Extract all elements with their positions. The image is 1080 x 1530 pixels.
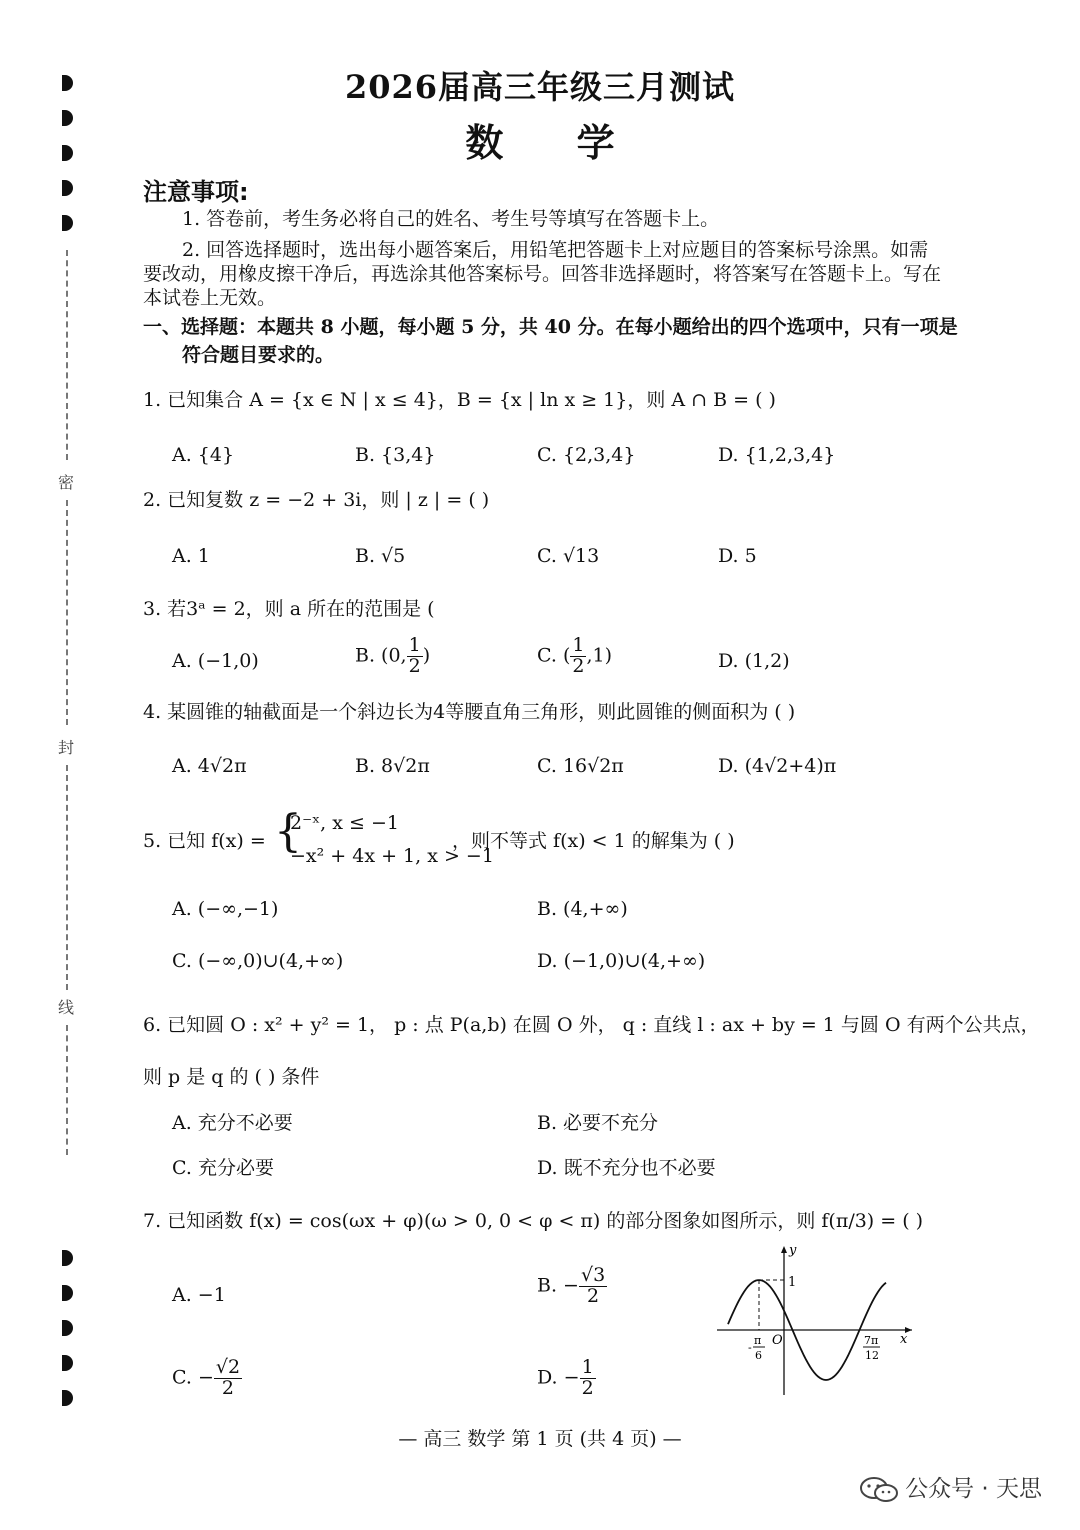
q5-option-a: A. (−∞,−1) xyxy=(172,898,279,920)
q7-option-c: C. − $\frac{√2}{2}$ xyxy=(172,1356,241,1399)
binding-hole xyxy=(62,215,73,231)
binding-hole xyxy=(62,1320,73,1336)
q7-option-d: D. − $\frac{1}{2}$ xyxy=(537,1356,594,1399)
q2-option-a: A. 1 xyxy=(172,545,210,567)
seven-pi-denominator: 12 xyxy=(865,1349,879,1362)
question-3-stem: 3. 若3ᵃ = 2，则 a 所在的范围是 ( xyxy=(143,598,435,620)
q4-option-b: B. 8√2π xyxy=(355,755,430,777)
notice-heading: 注意事项: xyxy=(143,178,249,206)
neg-pi-numerator: π xyxy=(754,1334,762,1347)
neg-pi-denominator: 6 xyxy=(755,1349,762,1362)
margin-char-feng: 封 xyxy=(58,738,75,757)
subject-title: 数 学 xyxy=(465,120,645,165)
q6-option-a: A. 充分不必要 xyxy=(172,1112,293,1134)
q5-option-c: C. (−∞,0)∪(4,+∞) xyxy=(172,950,344,972)
wechat-icon xyxy=(859,1477,899,1503)
q3-option-c: C. ( $\frac{1}{2}$ ,1) xyxy=(537,634,612,677)
q3-option-b: B. (0, $\frac{1}{2}$ ) xyxy=(355,634,431,677)
max-value-label: 1 xyxy=(788,1275,797,1290)
piecewise-brace: { xyxy=(274,806,302,857)
q5-case-2: −x² + 4x + 1, x > −1 xyxy=(290,845,494,867)
watermark-text: 公众号 · 天思 xyxy=(905,1476,1042,1502)
q2-option-c: C. √13 xyxy=(537,545,600,567)
y-axis-label: y xyxy=(789,1243,797,1258)
section-heading-line1: 一、选择题：本题共 8 小题，每小题 5 分，共 40 分。在每小题给出的四个选项中，只有一项是 xyxy=(143,316,958,338)
fraction: $\frac{1}{2}$ xyxy=(581,1356,594,1399)
origin-label: O xyxy=(772,1333,783,1348)
q5-case-1: 2⁻ˣ, x ≤ −1 xyxy=(290,812,399,834)
binding-hole xyxy=(62,1390,73,1406)
binding-hole xyxy=(62,1355,73,1371)
binding-hole xyxy=(62,1250,73,1266)
seal-line xyxy=(66,500,68,725)
notice-item-2-line1: 2. 回答选择题时，选出每小题答案后，用铅笔把答题卡上对应题目的答案标号涂黑。如需 xyxy=(182,239,929,261)
question-4-stem: 4. 某圆锥的轴截面是一个斜边长为4等腰直角三角形，则此圆锥的侧面积为 ( ) xyxy=(143,701,796,723)
q4-option-c: C. 16√2π xyxy=(537,755,624,777)
fraction: $\frac{1}{2}$ xyxy=(572,634,585,677)
q4-option-d: D. (4√2+4)π xyxy=(718,755,837,777)
q6-option-c: C. 充分必要 xyxy=(172,1157,274,1179)
seal-line xyxy=(66,250,68,460)
question-6-line2: 则 p 是 q 的 ( ) 条件 xyxy=(143,1066,320,1088)
q1-option-c: C. {2,3,4} xyxy=(537,444,636,466)
seal-line xyxy=(66,1025,68,1155)
q2-option-b: B. √5 xyxy=(355,545,406,567)
margin-char-mi: 密 xyxy=(58,473,75,492)
notice-item-1: 1. 答卷前，考生务必将自己的姓名、考生号等填写在答题卡上。 xyxy=(182,208,720,230)
margin-char-xian: 线 xyxy=(58,998,75,1017)
q1-option-b: B. {3,4} xyxy=(355,444,436,466)
q4-option-a: A. 4√2π xyxy=(172,755,247,777)
q3-option-a: A. (−1,0) xyxy=(172,650,259,672)
q5-option-b: B. (4,+∞) xyxy=(537,898,628,920)
minus-sign: - xyxy=(748,1341,752,1354)
question-2-stem: 2. 已知复数 z = −2 + 3i，则 | z | = ( ) xyxy=(143,489,490,511)
y-axis-arrow xyxy=(781,1246,787,1253)
q5-stem-prefix: 5. 已知 f(x) = xyxy=(143,830,266,852)
q1-option-d: D. {1,2,3,4} xyxy=(718,444,836,466)
q7-option-a: A. −1 xyxy=(172,1284,226,1306)
notice-item-2-line2: 要改动，用橡皮擦干净后，再选涂其他答案标号。回答非选择题时，将答案写在答题卡上。写在 xyxy=(143,263,942,285)
section-heading-line2: 符合题目要求的。 xyxy=(182,344,335,366)
exam-title: 2026届高三年级三月测试 xyxy=(344,68,736,106)
q1-option-a: A. {4} xyxy=(172,444,235,466)
q5-option-d: D. (−1,0)∪(4,+∞) xyxy=(537,950,706,972)
question-1-stem: 1. 已知集合 A = {x ∈ N | x ≤ 4}，B = {x | ln x ≥ 1}，则 A ∩ B = ( ) xyxy=(143,389,776,411)
question-7-stem: 7. 已知函数 f(x) = cos(ωx + φ)(ω > 0, 0 < φ < π) 的部分图象如图所示，则 f(π/3) = ( ) xyxy=(143,1210,924,1232)
fraction: $\frac{√2}{2}$ xyxy=(215,1356,241,1399)
q7-option-b: B. − $\frac{√3}{2}$ xyxy=(537,1264,606,1307)
seven-pi-numerator: 7π xyxy=(864,1334,879,1347)
page-footer: — 高三 数学 第 1 页 (共 4 页) — xyxy=(398,1428,682,1450)
q6-option-b: B. 必要不充分 xyxy=(537,1112,659,1134)
x-axis-label: x xyxy=(900,1332,908,1347)
notice-item-2-line3: 本试卷上无效。 xyxy=(143,287,277,309)
q2-option-d: D. 5 xyxy=(718,545,757,567)
watermark xyxy=(859,1470,1042,1503)
fraction: $\frac{1}{2}$ xyxy=(408,634,421,677)
seal-line xyxy=(66,765,68,990)
cosine-graph xyxy=(712,1240,922,1400)
fraction: $\frac{√3}{2}$ xyxy=(580,1264,606,1307)
q3-option-d: D. (1,2) xyxy=(718,650,790,672)
binding-hole xyxy=(62,180,73,196)
q6-option-d: D. 既不充分也不必要 xyxy=(537,1157,716,1179)
q5-stem-suffix: ，则不等式 f(x) < 1 的解集为 ( ) xyxy=(452,830,735,852)
binding-hole xyxy=(62,1285,73,1301)
question-6-line1: 6. 已知圆 O : x² + y² = 1， p : 点 P(a,b) 在圆 O 外， q : 直线 l : ax + by = 1 与圆 O 有两个公共点， xyxy=(143,1014,1040,1036)
